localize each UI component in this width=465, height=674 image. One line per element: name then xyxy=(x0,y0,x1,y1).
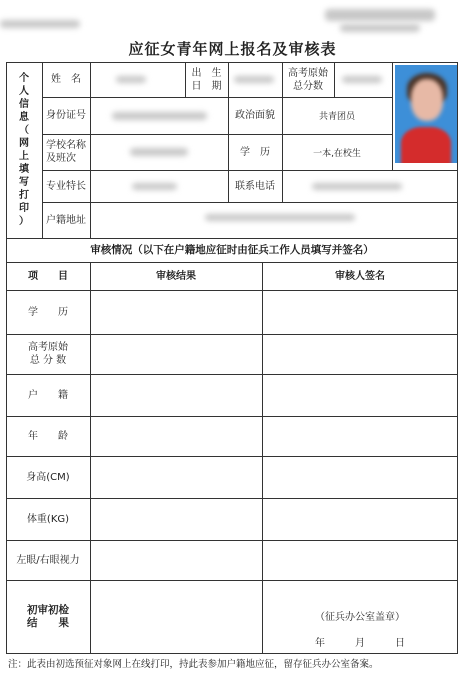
row-height: 身高(CM) xyxy=(26,471,70,483)
review-header: 审核情况（以下在户籍地应征时由征兵工作人员填写并签名） xyxy=(90,243,374,256)
date-text: 年 月 日 xyxy=(315,637,405,649)
form-title: 应征女青年网上报名及审核表 xyxy=(128,40,337,58)
redacted-score xyxy=(342,76,382,83)
political-label: 政治面貌 xyxy=(235,110,275,121)
row-score: 高考原始 总 分 数 xyxy=(28,342,68,366)
education-label: 学 历 xyxy=(240,146,270,158)
column-item: 项 目 xyxy=(28,270,68,282)
redacted-header-text xyxy=(0,20,80,28)
school-label: 学校名称 及班次 xyxy=(46,140,86,164)
row-education: 学 历 xyxy=(28,306,68,318)
row-age: 年 龄 xyxy=(28,430,68,442)
applicant-photo xyxy=(395,65,457,163)
redacted-name xyxy=(116,76,146,83)
id-label: 身份证号 xyxy=(46,110,86,121)
phone-label: 联系电话 xyxy=(235,180,275,192)
specialty-label: 专业特长 xyxy=(46,180,86,192)
row-result: 初审初检 结 果 xyxy=(27,604,69,629)
footer-note: 注：此表由初选预征对象网上在线打印，持此表参加户籍地应征，留存征兵办公室备案。 xyxy=(8,659,379,670)
redacted-phone xyxy=(312,183,402,190)
redacted-specialty xyxy=(132,183,177,190)
row-vision: 左眼/右眼视力 xyxy=(16,554,80,566)
name-label: 姓 名 xyxy=(51,74,81,85)
column-result: 审核结果 xyxy=(156,270,196,282)
personal-section-label: 个 人 信 息 （ 网 上 填 写 打 印 ） xyxy=(19,73,29,227)
hukou-label: 户籍地址 xyxy=(46,214,86,226)
row-weight: 体重(KG) xyxy=(26,513,70,525)
row-hukou: 户 籍 xyxy=(28,389,68,401)
redacted-id xyxy=(112,112,207,120)
redacted-school xyxy=(130,148,188,156)
political-value: 共青团员 xyxy=(318,112,355,122)
redacted-header-text xyxy=(340,24,420,32)
redacted-header-text xyxy=(325,9,435,21)
birth-label: 出 生 日 期 xyxy=(191,67,222,92)
stamp-text: （征兵办公室盖章） xyxy=(315,611,405,623)
redacted-hukou xyxy=(205,214,355,221)
education-value: 一本,在校生 xyxy=(313,148,361,159)
redacted-birth xyxy=(234,76,274,83)
score-label: 高考原始 总分数 xyxy=(288,67,328,92)
column-signer: 审核人签名 xyxy=(335,270,385,282)
